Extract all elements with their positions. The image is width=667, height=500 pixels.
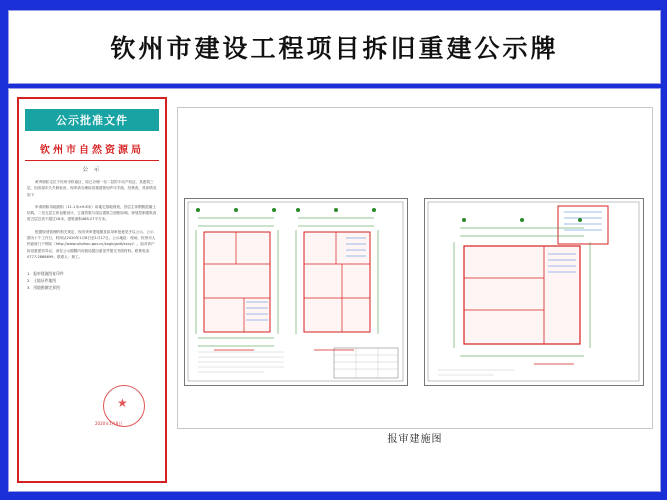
attachment-item: 2．土地证件地图 (27, 278, 56, 284)
document-paragraph-1: 黄秀明私宅位于钦州市钦南区，原已办理一至二层的不动产权证，其建筑三层、因房屋年久失修危房，现申请办理拆旧重建规划许可手续，经核查，具体情况如下： (27, 180, 157, 197)
document-subtitle: 公 示 (82, 167, 102, 173)
document-paragraph-2: 申请面积用地面积（11.1米×9.8米）用地宅基地规划，首层主体钢筋混凝土结构，二至五层主体包裹设计，立面效果与周边建筑立面相协调。规划控制建筑高度五层总高不超过18米，建筑面积488.27平方米。 (27, 204, 157, 222)
attachment-item: 3．用地勘测定界图 (27, 285, 60, 291)
approval-document (17, 97, 167, 483)
content-panel (8, 88, 661, 492)
attachment-list (27, 270, 157, 291)
drawing-caption: 报审建施图 (387, 434, 443, 445)
issuing-organization: 钦州市自然资源局 (25, 141, 159, 161)
drawing-area (177, 107, 653, 445)
board-title: 钦州市建设工程项目拆旧重建公示牌 (110, 34, 559, 63)
notice-board (4, 4, 663, 496)
attachment-item: 1．报审建施图复印件 (27, 271, 64, 277)
title-panel (8, 10, 661, 84)
document-header: 公示批准文件 (25, 109, 159, 131)
document-date: 2020年1月8日 (95, 421, 123, 426)
floor-plan-sheet-2 (424, 198, 644, 386)
floor-plan-sheet-1 (184, 198, 408, 386)
document-paragraph-3: 根据规划管理的相关规定，现对该审建施图及拟用审批意见予以公示，公示期为十个工作日，时间从2020年1月8日至1月17日。公示地址：现场、钦州市人民政府门户网站（http://www.qinzhou.gov.cn/xxgk/gzdt/xxzy/）。如对该户拆旧重建有异议，请在公示期限内向我局提出意见并提交书面材料。联系电话：0777-2868699，联系人：黄工。 (27, 229, 156, 259)
